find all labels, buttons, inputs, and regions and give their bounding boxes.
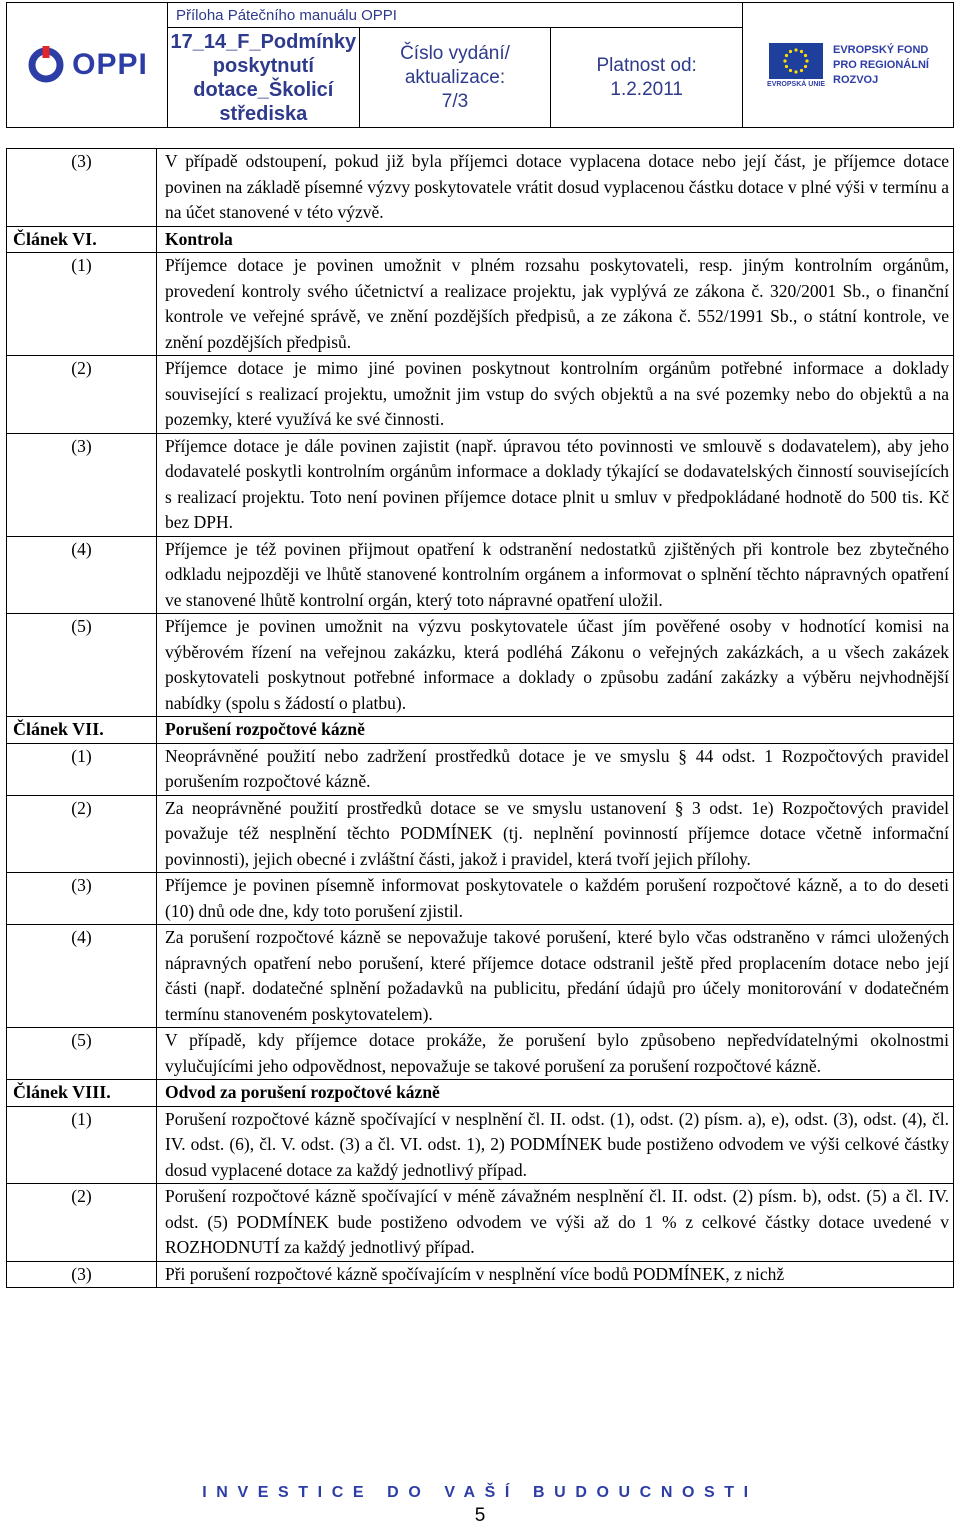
clause-text: Příjemce dotace je mimo jiné povinen poskytnout kontrolním orgánům potřebné informace a doklady související s realizací projektu, umožnit jim vstup do svých objektů a na své pozemky nebo do objektů a na pozemky, které využívá ke své činnosti. [157,356,954,434]
eu-union-label: EVROPSKÁ UNIE [767,80,825,88]
eu-logo [743,3,953,127]
clause-row [7,743,954,795]
clause-row [7,1184,954,1262]
issue-cell [359,28,551,128]
eu-fund-line-2: PRO REGIONÁLNÍ [833,58,929,71]
validity-value: 1.2.2011 [610,78,683,100]
clause-number: (4) [7,925,157,1028]
eu-star-icon [789,68,792,71]
clause-row [7,149,954,227]
eu-fund-line-1: EVROPSKÝ FOND [833,43,929,56]
validity-cell [551,28,743,128]
eu-star-icon [789,49,792,52]
eu-star-icon [785,53,788,56]
oppi-logo-text: OPPI [72,48,148,81]
article-title: Odvod za porušení rozpočtové kázně [157,1080,954,1107]
oppi-mark-icon [26,45,66,85]
clause-row [7,795,954,873]
clause-row [7,1028,954,1080]
document-title: 17_14_F_Podmínky poskytnutí dotace_Školicí střediska [168,28,360,128]
clause-number: (1) [7,743,157,795]
article-heading-row [7,226,954,253]
clause-text: V případě odstoupení, pokud již byla příjemci dotace vyplacena dotace nebo její část, je příjemce dotace povinen na základě písemné výzvy poskytovatele vrátit dosud vyplacenou částku dotace v plné výši v termínu a na účet stanovené v této výzvě. [157,149,954,227]
clause-text: Při porušení rozpočtové kázně spočívajícím v nesplnění více bodů PODMÍNEK, z nichž [157,1261,954,1288]
article-number: Článek VII. [7,717,157,744]
clause-row [7,1106,954,1184]
clause-number: (1) [7,253,157,356]
clause-row [7,925,954,1028]
clause-row [7,356,954,434]
attachment-label: Příloha Pátečního manuálu OPPI [168,3,743,28]
clause-text: Příjemce je povinen písemně informovat poskytovatele o každém porušení rozpočtové kázně, a to do deseti (10) dnů ode dne, kdy toto porušení zjistil. [157,873,954,925]
clause-text: Za porušení rozpočtové kázně se nepovažuje takové porušení, které bylo včas odstraněno v rámci uložených nápravných opatření nebo porušení, které příjemce dotace odstranil ještě před proplacením dotace nebo její části (např. dodatečné splnění požadavků na publicitu, předání údajů pro účely monitorování v dodatečném termínu stanoveném poskytovatelem). [157,925,954,1028]
clause-number: (3) [7,149,157,227]
article-heading-row [7,717,954,744]
article-number: Článek VI. [7,226,157,253]
footer-slogan: INVESTICE DO VAŠÍ BUDOUCNOSTI [202,1484,758,1501]
clause-row [7,1261,954,1288]
eu-star-icon [804,53,807,56]
eu-fund-label [833,43,929,88]
eu-flag-icon [769,43,823,79]
oppi-logo [7,3,167,127]
clause-row [7,873,954,925]
clause-text: V případě, kdy příjemce dotace prokáže, že porušení bylo způsobeno nepředvídatelnými okolnostmi vylučujícími jeho odpovědnost, nepovažuje se takové porušení za porušení rozpočtové kázně. [157,1028,954,1080]
eu-star-icon [794,48,797,51]
eu-star-icon [804,64,807,67]
clause-text: Za neoprávněné použití prostředků dotace se ve smyslu ustanovení § 3 odst. 1e) Rozpočtových pravidel považuje též nesplnění těchto PODMÍNEK (tj. neplnění povinností příjemce dotace včetně informační povinnosti), jejich obecné i zvláštní části, jakož i pravidel, která tvoří jejich přílohy. [157,795,954,873]
document-header [6,2,954,128]
article-heading-row [7,1080,954,1107]
eu-star-icon [783,59,786,62]
eu-star-icon [794,70,797,73]
issue-label: Číslo vydání/ aktualizace: [400,42,510,88]
clause-text: Porušení rozpočtové kázně spočívající v nesplnění čl. II. odst. (1), odst. (2) písm. a), e), odst. (3), odst. (4), čl. IV. odst. (6), čl. V. odst. (3) a čl. VI. odst. 1), 2) PODMÍNEK bude postiženo odvodem ve výši celkové částky dosud vyplacené dotace za každý jednotlivý případ. [157,1106,954,1184]
clause-text: Příjemce je též povinen přijmout opatření k odstranění nedostatků zjištěných při kontrole bez zbytečného odkladu nejpozději ve lhůtě stanovené kontrolním orgánem a informovat o splnění těchto nápravných opatření ve stanovené lhůtě kontrolní orgán, který toto nápravné opatření uložil. [157,536,954,614]
clause-number: (3) [7,873,157,925]
eu-star-icon [800,49,803,52]
clause-number: (3) [7,1261,157,1288]
eu-star-icon [785,64,788,67]
clause-number: (3) [7,433,157,536]
clause-text: Příjemce dotace je dále povinen zajistit (např. úpravou této povinnosti ve smlouvě s dodavatelem), aby jeho dodavatelé poskytli kontrolním orgánům informace a doklady týkající se dodavatelských činností souvisejících s realizací projektu. Toto není povinen příjemce dotace plnit u smluv v předpokládané hodnotě do 500 tis. Kč bez DPH. [157,433,954,536]
clause-row [7,536,954,614]
clause-row [7,253,954,356]
clause-text: Porušení rozpočtové kázně spočívající v méně závažném nesplnění čl. II. odst. (2) písm. b), odst. (5) a čl. IV. odst. (5) PODMÍNEK bude postiženo odvodem ve výši až do 1 % z celkové částky dotace uvedené v ROZHODNUTÍ za každý jednotlivý případ. [157,1184,954,1262]
clause-row [7,614,954,717]
eu-star-icon [800,68,803,71]
clause-text: Neoprávněné použití nebo zadržení prostředků dotace je ve smyslu § 44 odst. 1 Rozpočtových pravidel porušením rozpočtové kázně. [157,743,954,795]
clause-number: (5) [7,1028,157,1080]
oppi-logo-cell [7,3,168,128]
issue-value: 7/3 [441,90,469,112]
eu-fund-line-3: ROZVOJ [833,73,879,86]
article-title: Porušení rozpočtové kázně [157,717,954,744]
eu-star-icon [805,59,808,62]
clause-number: (1) [7,1106,157,1184]
clause-number: (5) [7,614,157,717]
clause-text: Příjemce je povinen umožnit na výzvu poskytovatele účast jím pověřené osoby v hodnotící komisi na výběrovém řízení na veřejnou zakázku, která podléhá Zákonu o veřejných zakázkách, a u všech zakázek poskytovateli poskytnout potřebné informace a doklady o způsobu zadání zakázky a výběru nejvhodnější nabídky (spolu s žádostí o platbu). [157,614,954,717]
clause-number: (2) [7,356,157,434]
conditions-table [6,148,954,1288]
clause-number: (4) [7,536,157,614]
clause-number: (2) [7,1184,157,1262]
clause-text: Příjemce dotace je povinen umožnit v plném rozsahu poskytovateli, resp. jiným kontrolním orgánům, provedení kontroly svého účetnictví a realizace projektu, jak vyplývá ze zákona č. 320/2001 Sb., o finanční kontrole ve veřejné správě, ve znění pozdějších předpisů, a ze zákona č. 552/1991 Sb., o státní kontrole, ve znění pozdějších předpisů. [157,253,954,356]
article-number: Článek VIII. [7,1080,157,1107]
page-number: 5 [474,1505,486,1526]
validity-label: Platnost od: [596,54,697,76]
clause-row [7,433,954,536]
clause-number: (2) [7,795,157,873]
article-title: Kontrola [157,226,954,253]
eu-logo-cell [743,3,954,128]
